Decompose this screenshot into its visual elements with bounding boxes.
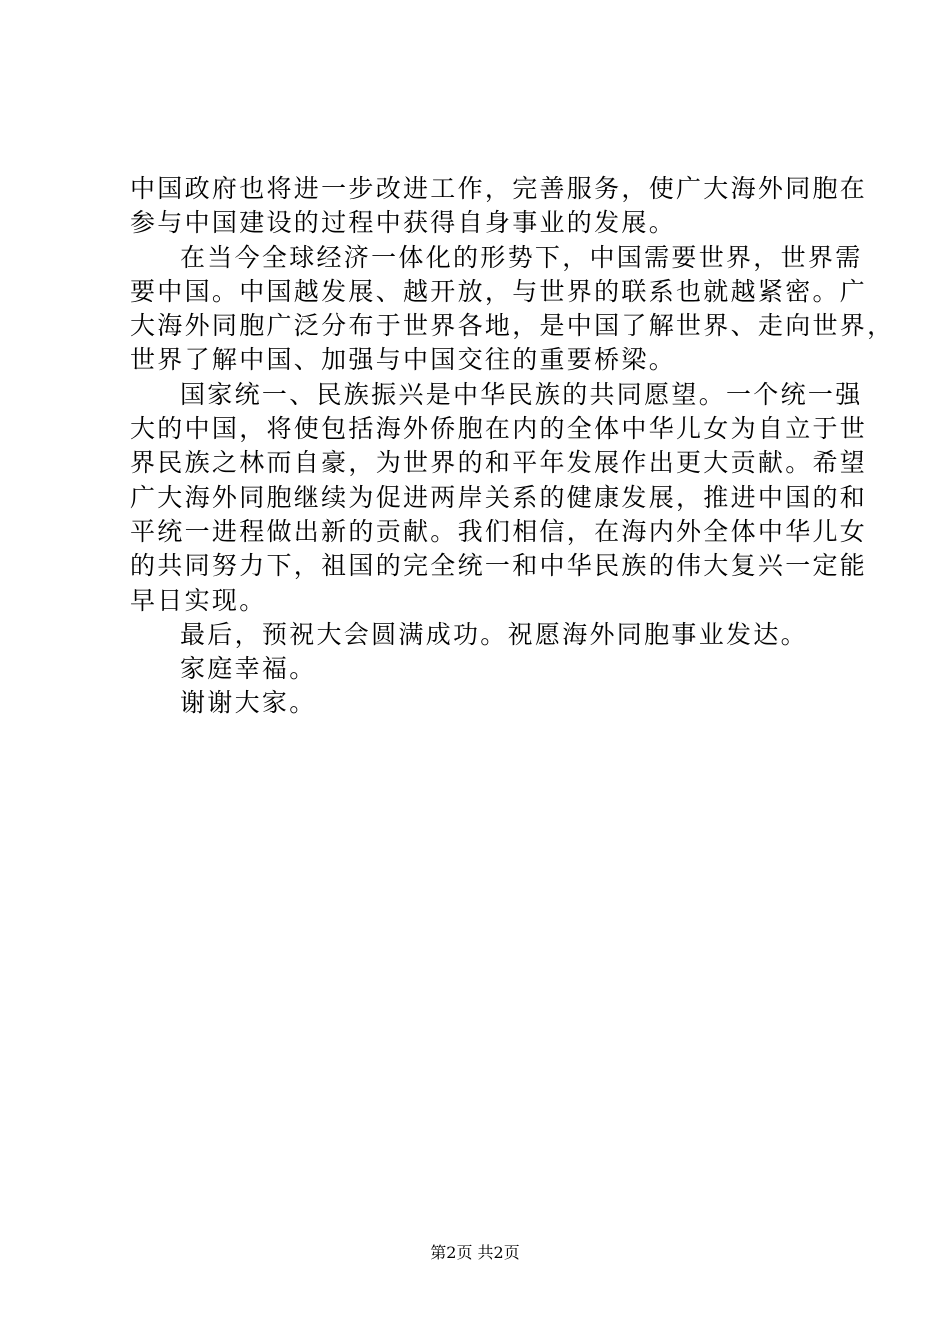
text-line: 在当今全球经济一体化的形势下，中国需要世界，世界需 bbox=[180, 242, 863, 272]
text-line: 世界了解中国、加强与中国交往的重要桥梁。 bbox=[130, 345, 677, 375]
text-line: 要中国。中国越发展、越开放，与世界的联系也就越紧密。广 bbox=[130, 276, 868, 306]
text-line: 早日实现。 bbox=[130, 585, 267, 615]
text-line: 界民族之林而自豪，为世界的和平年发展作出更大贡献。希望 bbox=[130, 448, 868, 478]
text-line: 的共同努力下，祖国的完全统一和中华民族的伟大复兴一定能 bbox=[130, 551, 868, 581]
text-line: 大海外同胞广泛分布于世界各地，是中国了解世界、走向世界， bbox=[130, 311, 895, 341]
text-line: 国家统一、民族振兴是中华民族的共同愿望。一个统一强 bbox=[180, 379, 863, 409]
text-line: 最后，预祝大会圆满成功。祝愿海外同胞事业发达。 bbox=[180, 619, 808, 649]
text-line: 家庭幸福。 bbox=[180, 654, 317, 684]
page-number-footer: 第2页 共2页 bbox=[430, 1243, 520, 1262]
text-line: 平统一进程做出新的贡献。我们相信，在海内外全体中华儿女 bbox=[130, 516, 868, 546]
text-line: 中国政府也将进一步改进工作，完善服务，使广大海外同胞在 bbox=[130, 174, 868, 203]
body-text bbox=[130, 172, 895, 721]
text-line: 广大海外同胞继续为促进两岸关系的健康发展，推进中国的和 bbox=[130, 482, 868, 512]
text-line: 大的中国，将使包括海外侨胞在内的全体中华儿女为自立于世 bbox=[130, 414, 868, 444]
text-line: 谢谢大家。 bbox=[180, 688, 317, 718]
text-line: 参与中国建设的过程中获得自身事业的发展。 bbox=[130, 208, 677, 238]
